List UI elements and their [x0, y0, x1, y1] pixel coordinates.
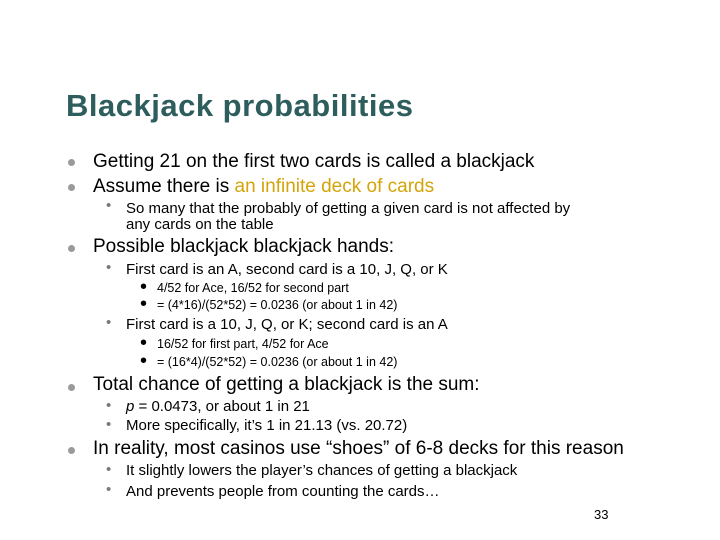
sub-bullet-dot: • — [106, 314, 112, 331]
bullet-dot — [68, 184, 75, 191]
bullet-dot — [68, 447, 75, 454]
bullet-text — [93, 176, 434, 198]
sub-bullet-text: More specifically, it’s 1 in 21.13 (vs. 20.72) — [126, 417, 408, 434]
sub-sub-bullet-dot: • — [140, 332, 148, 354]
sub-sub-bullet-text: = (16*4)/(52*52) = 0.0236 (or about 1 in 42) — [157, 355, 398, 369]
sub-bullet-text-continued: any cards on the table — [126, 216, 274, 233]
sub-sub-bullet-dot: • — [140, 276, 148, 298]
sub-sub-bullet-dot: • — [140, 350, 148, 372]
sub-bullet-dot: • — [106, 481, 112, 498]
bullet-text-prefix: Assume there is — [93, 176, 235, 197]
sub-bullet-dot: • — [106, 259, 112, 276]
slide-title: Blackjack probabilities — [66, 88, 414, 123]
sub-bullet-text-rest: = 0.0473, or about 1 in 21 — [134, 398, 310, 415]
sub-bullet-dot: • — [106, 461, 112, 478]
sub-sub-bullet-text: 4/52 for Ace, 16/52 for second part — [157, 281, 349, 295]
sub-bullet-dot: • — [106, 197, 112, 214]
bullet-text: Possible blackjack blackjack hands: — [93, 236, 394, 257]
sub-bullet-text: So many that the probably of getting a given card is not affected by — [126, 200, 571, 217]
sub-sub-bullet-text: 16/52 for first part, 4/52 for Ace — [157, 337, 329, 351]
bullet-text: Total chance of getting a blackjack is the sum: — [93, 374, 480, 395]
sub-sub-bullet-dot: • — [140, 293, 148, 315]
sub-bullet-text: First card is a 10, J, Q, or K; second card is an A — [126, 316, 448, 333]
highlighted-text: an infinite deck of cards — [234, 176, 435, 197]
sub-sub-bullet-text: = (4*16)/(52*52) = 0.0236 (or about 1 in 42) — [157, 298, 398, 312]
sub-bullet-text: It slightly lowers the player’s chances of getting a blackjack — [126, 462, 518, 479]
sub-bullet-text: First card is an A, second card is a 10, J, Q, or K — [126, 261, 448, 278]
sub-bullet-text: And prevents people from counting the cards… — [126, 483, 440, 500]
bullet-dot — [68, 159, 75, 166]
page-number: 33 — [594, 507, 609, 522]
sub-bullet-dot: • — [106, 416, 112, 433]
variable-p: p — [126, 398, 135, 415]
bullet-dot — [68, 384, 75, 391]
bullet-dot — [68, 245, 75, 252]
bullet-text: In reality, most casinos use “shoes” of 6-8 decks for this reason — [93, 438, 624, 459]
sub-bullet-dot: • — [106, 397, 112, 414]
bullet-text: Getting 21 on the first two cards is called a blackjack — [93, 151, 535, 172]
sub-bullet-text — [126, 398, 310, 415]
